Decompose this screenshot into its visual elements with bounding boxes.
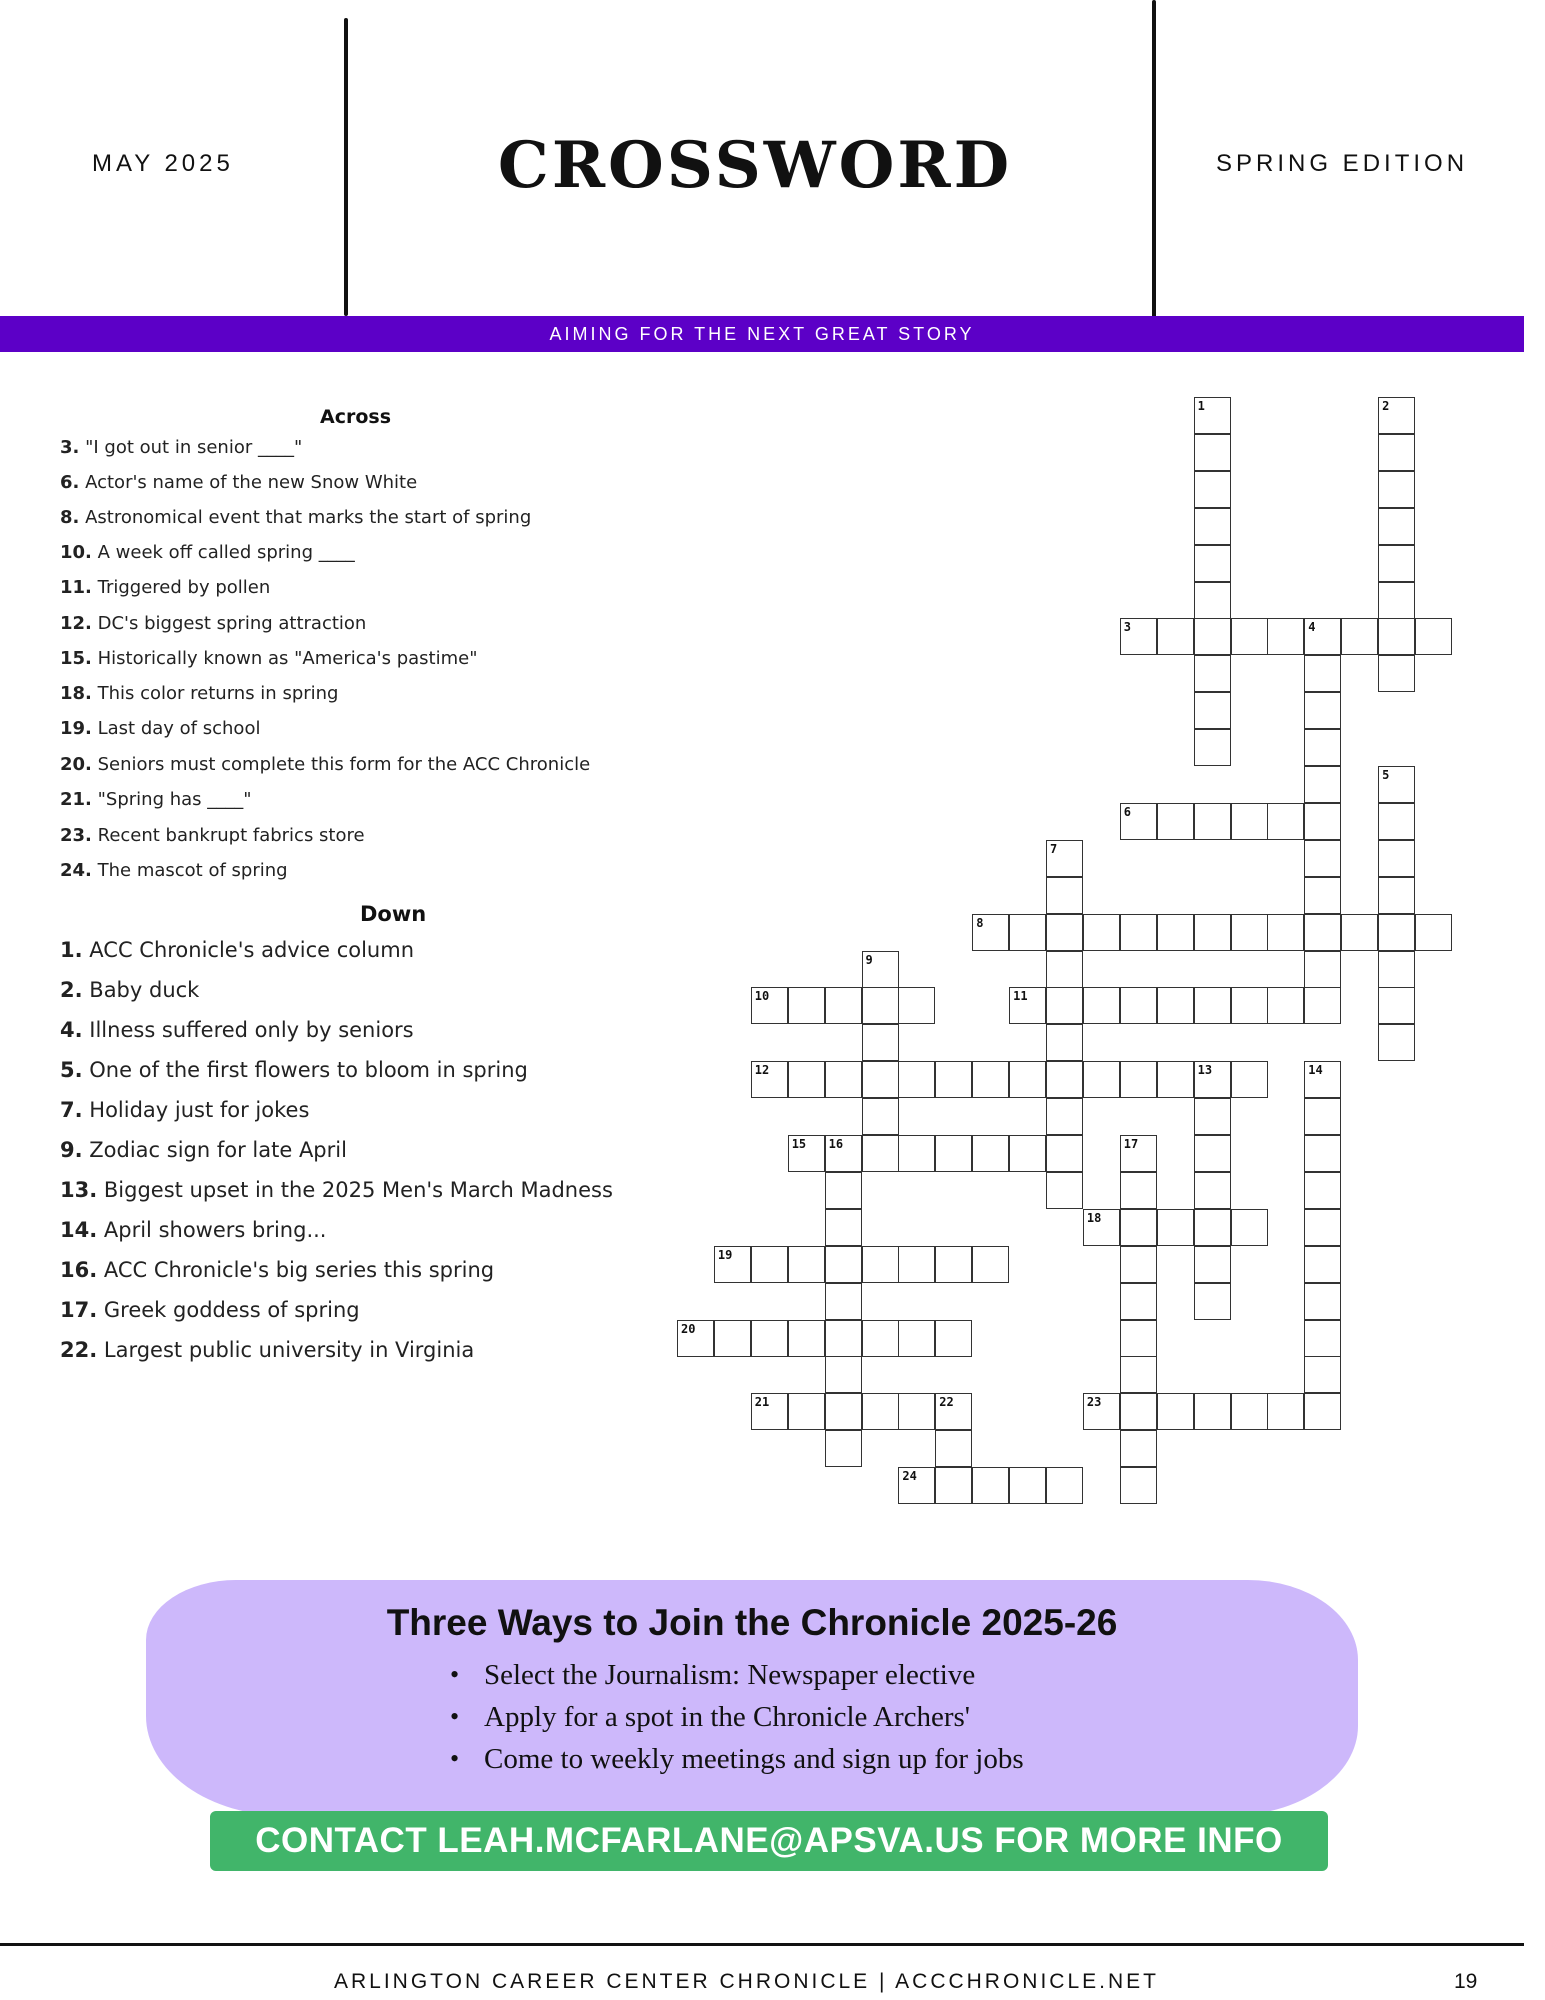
crossword-cell[interactable] <box>1083 1061 1120 1098</box>
down-clue-9 <box>60 1138 347 1162</box>
crossword-cell[interactable] <box>1231 1209 1268 1246</box>
clue-number: 6. <box>60 472 80 493</box>
cell-number: 4 <box>1308 620 1316 635</box>
crossword-cell[interactable] <box>1304 692 1341 729</box>
crossword-cell[interactable] <box>1046 1172 1083 1209</box>
crossword-cell[interactable] <box>1267 987 1304 1024</box>
crossword-cell[interactable] <box>1231 914 1268 951</box>
crossword-cell[interactable] <box>1378 582 1415 619</box>
crossword-cell[interactable] <box>1046 914 1083 951</box>
crossword-cell[interactable] <box>825 1246 862 1283</box>
crossword-cell[interactable] <box>1304 1209 1341 1246</box>
crossword-cell[interactable] <box>862 1320 899 1357</box>
header-divider-right <box>1152 0 1156 334</box>
crossword-cell[interactable] <box>1304 1283 1341 1320</box>
crossword-cell[interactable] <box>825 1135 862 1172</box>
crossword-cell[interactable] <box>898 1061 935 1098</box>
crossword-cell[interactable] <box>1231 803 1268 840</box>
clue-number: 19. <box>60 718 92 739</box>
crossword-cell[interactable] <box>788 1135 825 1172</box>
crossword-cell[interactable] <box>788 987 825 1024</box>
crossword-cell[interactable] <box>972 1467 1009 1504</box>
crossword-cell[interactable] <box>862 1135 899 1172</box>
down-clue-4 <box>60 1018 414 1042</box>
cell-number: 16 <box>828 1137 844 1151</box>
crossword-cell[interactable] <box>1120 618 1157 655</box>
clue-text: Baby duck <box>89 978 200 1002</box>
down-clue-22 <box>60 1338 474 1362</box>
crossword-cell[interactable] <box>1194 434 1231 471</box>
crossword-cell[interactable] <box>1046 1467 1083 1504</box>
crossword-cell[interactable] <box>1304 766 1341 803</box>
clue-number: 16. <box>60 1258 98 1282</box>
cell-number: 9 <box>865 952 873 967</box>
cell-number: 22 <box>939 1395 954 1410</box>
crossword-cell[interactable] <box>1120 1135 1157 1172</box>
crossword-cell[interactable] <box>677 1320 714 1357</box>
crossword-cell[interactable] <box>1120 987 1157 1024</box>
crossword-cell[interactable] <box>825 1320 862 1357</box>
down-clue-2 <box>60 978 199 1002</box>
cell-number: 14 <box>1308 1063 1323 1078</box>
crossword-cell[interactable] <box>1267 803 1304 840</box>
crossword-cell[interactable] <box>1378 508 1415 545</box>
crossword-cell[interactable] <box>1009 1135 1046 1172</box>
clue-text: Actor's name of the new Snow White <box>85 472 418 493</box>
crossword-cell[interactable] <box>1083 987 1120 1024</box>
crossword-cell[interactable] <box>1194 582 1231 619</box>
footer-rule <box>0 1943 1524 1946</box>
crossword-cell[interactable] <box>1046 1135 1083 1172</box>
join-item: • Select the Journalism: Newspaper elective <box>480 1654 1024 1696</box>
crossword-cell[interactable] <box>825 987 862 1024</box>
crossword-cell[interactable] <box>862 1393 899 1430</box>
crossword-cell[interactable] <box>1304 1098 1341 1135</box>
crossword-cell[interactable] <box>1194 397 1231 434</box>
crossword-cell[interactable] <box>935 1467 972 1504</box>
cell-number: 21 <box>754 1395 770 1410</box>
crossword-cell[interactable] <box>1009 1467 1046 1504</box>
across-clue-10 <box>60 542 355 563</box>
crossword-cell[interactable] <box>1157 987 1194 1024</box>
crossword-cell[interactable] <box>1231 1061 1268 1098</box>
issue-date: MAY 2025 <box>92 150 234 177</box>
crossword-cell[interactable] <box>1304 951 1341 988</box>
crossword-cell[interactable] <box>1194 692 1231 729</box>
crossword-cell[interactable] <box>1046 1024 1083 1061</box>
crossword-cell[interactable] <box>935 1320 972 1357</box>
crossword-cell[interactable] <box>1120 1209 1157 1246</box>
crossword-cell[interactable] <box>1046 877 1083 914</box>
crossword-cell[interactable] <box>862 1061 899 1098</box>
crossword-cell[interactable] <box>1304 1172 1341 1209</box>
crossword-cell[interactable] <box>1267 914 1304 951</box>
crossword-cell[interactable] <box>1378 803 1415 840</box>
join-item: • Apply for a spot in the Chronicle Archers' <box>480 1696 1024 1738</box>
clue-number: 18. <box>60 683 92 704</box>
down-clue-16 <box>60 1258 494 1282</box>
crossword-cell[interactable] <box>935 1135 972 1172</box>
crossword-cell[interactable] <box>825 1430 862 1467</box>
clue-text: Zodiac sign for late April <box>89 1138 347 1162</box>
clue-text: Largest public university in Virginia <box>103 1338 475 1362</box>
crossword-cell[interactable] <box>1378 840 1415 877</box>
crossword-cell[interactable] <box>1157 1393 1194 1430</box>
crossword-cell[interactable] <box>935 1393 972 1430</box>
clue-text: Triggered by pollen <box>97 577 271 598</box>
crossword-cell[interactable] <box>1009 987 1046 1024</box>
across-clue-12 <box>60 613 366 634</box>
clue-number: 21. <box>60 789 92 810</box>
cell-number: 8 <box>976 915 984 930</box>
join-list <box>480 1654 1024 1780</box>
cell-number: 15 <box>791 1137 807 1151</box>
edition-label: SPRING EDITION <box>1216 150 1469 177</box>
cell-number: 10 <box>754 989 770 1004</box>
crossword-cell[interactable] <box>1194 987 1231 1024</box>
clue-text: Greek goddess of spring <box>103 1298 360 1322</box>
crossword-cell[interactable] <box>1120 1246 1157 1283</box>
crossword-cell[interactable] <box>1120 1430 1157 1467</box>
crossword-cell[interactable] <box>1157 618 1194 655</box>
crossword-cell[interactable] <box>788 1393 825 1430</box>
cell-number: 5 <box>1382 768 1390 782</box>
crossword-cell[interactable] <box>1046 987 1083 1024</box>
cell-number: 2 <box>1382 399 1390 413</box>
crossword-cell[interactable] <box>1120 1356 1157 1393</box>
crossword-cell[interactable] <box>1341 914 1378 951</box>
crossword-cell[interactable] <box>1157 803 1194 840</box>
crossword-cell[interactable] <box>825 1283 862 1320</box>
across-clue-23 <box>60 825 365 846</box>
crossword-cell[interactable] <box>1194 803 1231 840</box>
clue-text: Last day of school <box>97 718 261 739</box>
crossword-cell[interactable] <box>1341 618 1378 655</box>
crossword-cell[interactable] <box>751 1320 788 1357</box>
crossword-cell[interactable] <box>1157 1061 1194 1098</box>
crossword-cell[interactable] <box>898 1135 935 1172</box>
cell-number: 1 <box>1197 399 1205 413</box>
crossword-cell[interactable] <box>862 1024 899 1061</box>
cell-number: 20 <box>681 1321 696 1336</box>
crossword-cell[interactable] <box>935 1061 972 1098</box>
down-clue-14 <box>60 1218 326 1242</box>
crossword-cell[interactable] <box>751 1246 788 1283</box>
clue-number: 11. <box>60 577 92 598</box>
crossword-cell[interactable] <box>1231 618 1268 655</box>
crossword-cell[interactable] <box>1194 1283 1231 1320</box>
across-clue-21 <box>60 789 252 810</box>
crossword-cell[interactable] <box>1157 1209 1194 1246</box>
cell-number: 19 <box>717 1247 733 1262</box>
clue-number: 2. <box>60 978 83 1002</box>
clue-number: 20. <box>60 754 92 775</box>
clue-text: A week off called spring ____ <box>97 542 355 563</box>
crossword-cell[interactable] <box>1378 987 1415 1024</box>
crossword-cell[interactable] <box>1194 508 1231 545</box>
crossword-cell[interactable] <box>1378 951 1415 988</box>
crossword-cell[interactable] <box>1231 987 1268 1024</box>
clue-number: 3. <box>60 437 80 458</box>
crossword-cell[interactable] <box>1304 1135 1341 1172</box>
crossword-cell[interactable] <box>1194 618 1231 655</box>
crossword-cell[interactable] <box>1378 545 1415 582</box>
clue-text: One of the first flowers to bloom in spring <box>89 1058 528 1082</box>
clue-text: Biggest upset in the 2025 Men's March Madness <box>103 1178 613 1202</box>
crossword-cell[interactable] <box>1304 914 1341 951</box>
across-clue-15 <box>60 648 478 669</box>
crossword-cell[interactable] <box>751 1061 788 1098</box>
tagline-banner: AIMING FOR THE NEXT GREAT STORY <box>0 316 1524 352</box>
page-number: 19 <box>1454 1970 1478 1993</box>
crossword-cell[interactable] <box>1378 434 1415 471</box>
clue-text: ACC Chronicle's big series this spring <box>103 1258 495 1282</box>
clue-number: 8. <box>60 507 80 528</box>
crossword-cell[interactable] <box>825 1393 862 1430</box>
crossword-cell[interactable] <box>898 1393 935 1430</box>
crossword-cell[interactable] <box>1378 618 1415 655</box>
crossword-cell[interactable] <box>1120 914 1157 951</box>
clue-text: This color returns in spring <box>97 683 339 704</box>
crossword-cell[interactable] <box>1120 1467 1157 1504</box>
down-clue-5 <box>60 1058 528 1082</box>
cell-number: 24 <box>902 1469 917 1484</box>
crossword-cell[interactable] <box>1378 914 1415 951</box>
down-clue-7 <box>60 1098 309 1122</box>
crossword-cell[interactable] <box>1046 1098 1083 1135</box>
crossword-cell[interactable] <box>1194 471 1231 508</box>
clue-number: 17. <box>60 1298 98 1322</box>
across-clue-24 <box>60 860 288 881</box>
crossword-cell[interactable] <box>862 1098 899 1135</box>
cell-number: 23 <box>1086 1395 1102 1410</box>
crossword-cell[interactable] <box>1194 914 1231 951</box>
across-clue-19 <box>60 718 260 739</box>
cell-number: 6 <box>1123 804 1132 819</box>
clue-number: 9. <box>60 1138 83 1162</box>
crossword-cell[interactable] <box>1304 840 1341 877</box>
crossword-cell[interactable] <box>1304 877 1341 914</box>
crossword-cell[interactable] <box>1120 1283 1157 1320</box>
header-divider-left <box>344 18 348 316</box>
clue-text: Astronomical event that marks the start of spring <box>85 507 532 528</box>
crossword-cell[interactable] <box>1378 397 1415 434</box>
crossword-cell[interactable] <box>1194 1172 1231 1209</box>
crossword-cell[interactable] <box>898 987 935 1024</box>
crossword-cell[interactable] <box>1194 1209 1231 1246</box>
crossword-cell[interactable] <box>862 1246 899 1283</box>
across-clue-20 <box>60 754 590 775</box>
crossword-cell[interactable] <box>1304 1393 1341 1430</box>
crossword-cell[interactable] <box>714 1246 751 1283</box>
cell-number: 12 <box>754 1063 770 1078</box>
cell-number: 11 <box>1013 989 1028 1004</box>
crossword-cell[interactable] <box>898 1320 935 1357</box>
crossword-cell[interactable] <box>1194 1061 1231 1098</box>
crossword-cell[interactable] <box>1415 914 1452 951</box>
crossword-cell[interactable] <box>1120 1061 1157 1098</box>
crossword-cell[interactable] <box>972 1135 1009 1172</box>
crossword-cell[interactable] <box>1194 1246 1231 1283</box>
down-clue-13 <box>60 1178 613 1202</box>
crossword-cell[interactable] <box>825 1061 862 1098</box>
crossword-cell[interactable] <box>972 1246 1009 1283</box>
crossword-cell[interactable] <box>935 1430 972 1467</box>
crossword-cell[interactable] <box>1120 1320 1157 1357</box>
cell-number: 7 <box>1050 841 1058 856</box>
crossword-cell[interactable] <box>1304 618 1341 655</box>
clue-text: "Spring has ____" <box>97 789 252 810</box>
crossword-cell[interactable] <box>1378 1024 1415 1061</box>
clue-text: April showers bring... <box>103 1218 327 1242</box>
clue-number: 23. <box>60 825 92 846</box>
crossword-cell[interactable] <box>1194 1098 1231 1135</box>
crossword-cell[interactable] <box>825 1172 862 1209</box>
across-clue-18 <box>60 683 338 704</box>
crossword-cell[interactable] <box>1046 1061 1083 1098</box>
crossword-cell[interactable] <box>1378 471 1415 508</box>
crossword-cell[interactable] <box>972 1061 1009 1098</box>
crossword-cell[interactable] <box>1120 803 1157 840</box>
clue-text: DC's biggest spring attraction <box>97 613 367 634</box>
crossword-cell[interactable] <box>1304 803 1341 840</box>
crossword-cell[interactable] <box>1046 840 1083 877</box>
crossword-cell[interactable] <box>1267 1393 1304 1430</box>
across-clue-3 <box>60 437 302 458</box>
clue-number: 5. <box>60 1058 83 1082</box>
crossword-cell[interactable] <box>898 1467 935 1504</box>
crossword-cell[interactable] <box>1009 1061 1046 1098</box>
crossword-cell[interactable] <box>1046 951 1083 988</box>
clue-text: Holiday just for jokes <box>89 1098 310 1122</box>
crossword-cell[interactable] <box>825 1209 862 1246</box>
crossword-cell[interactable] <box>1231 1393 1268 1430</box>
clue-text: "I got out in senior ____" <box>85 437 303 458</box>
crossword-cell[interactable] <box>788 1320 825 1357</box>
cell-number: 13 <box>1197 1063 1213 1078</box>
clue-text: Illness suffered only by seniors <box>89 1018 414 1042</box>
cell-number: 17 <box>1123 1137 1139 1151</box>
across-clue-11 <box>60 577 270 598</box>
crossword-cell[interactable] <box>1009 914 1046 951</box>
crossword-cell[interactable] <box>1194 1135 1231 1172</box>
crossword-cell[interactable] <box>1304 655 1341 692</box>
crossword-cell[interactable] <box>788 1061 825 1098</box>
crossword-cell[interactable] <box>1304 1061 1341 1098</box>
crossword-cell[interactable] <box>1304 1356 1341 1393</box>
crossword-cell[interactable] <box>862 951 899 988</box>
crossword-cell[interactable] <box>1267 618 1304 655</box>
down-heading: Down <box>360 902 427 926</box>
clue-number: 22. <box>60 1338 98 1362</box>
footer-text: ARLINGTON CAREER CENTER CHRONICLE | ACCCHRONICLE.NET <box>334 1970 1159 1993</box>
down-clue-1 <box>60 938 414 962</box>
join-title: Three Ways to Join the Chronicle 2025-26 <box>386 1602 1118 1643</box>
crossword-cell[interactable] <box>1083 914 1120 951</box>
across-clue-8 <box>60 507 531 528</box>
clue-number: 14. <box>60 1218 98 1242</box>
crossword-cell[interactable] <box>1378 766 1415 803</box>
crossword-cell[interactable] <box>972 914 1009 951</box>
join-item: • Come to weekly meetings and sign up for jobs <box>480 1738 1024 1780</box>
clue-number: 15. <box>60 648 92 669</box>
across-heading: Across <box>320 406 392 428</box>
crossword-cell[interactable] <box>898 1246 935 1283</box>
clue-text: Recent bankrupt fabrics store <box>97 825 365 846</box>
crossword-cell[interactable] <box>1120 1172 1157 1209</box>
clue-text: ACC Chronicle's advice column <box>89 938 415 962</box>
crossword-cell[interactable] <box>1415 618 1452 655</box>
crossword-cell[interactable] <box>1194 729 1231 766</box>
crossword-cell[interactable] <box>1304 729 1341 766</box>
crossword-cell[interactable] <box>1378 655 1415 692</box>
cell-number: 18 <box>1086 1210 1102 1225</box>
crossword-cell[interactable] <box>714 1320 751 1357</box>
crossword-cell[interactable] <box>1120 1393 1157 1430</box>
crossword-cell[interactable] <box>825 1356 862 1393</box>
crossword-cell[interactable] <box>1083 1209 1120 1246</box>
clue-number: 13. <box>60 1178 98 1202</box>
clue-number: 1. <box>60 938 83 962</box>
cell-number: 3 <box>1123 620 1132 635</box>
crossword-cell[interactable] <box>1194 545 1231 582</box>
clue-text: Historically known as "America's pastime" <box>97 648 478 669</box>
clue-text: The mascot of spring <box>97 860 288 881</box>
down-clue-17 <box>60 1298 360 1322</box>
crossword-cell[interactable] <box>1194 1393 1231 1430</box>
clue-number: 24. <box>60 860 92 881</box>
crossword-cell[interactable] <box>1304 1246 1341 1283</box>
crossword-cell[interactable] <box>751 1393 788 1430</box>
crossword-cell[interactable] <box>1194 655 1231 692</box>
crossword-cell[interactable] <box>1157 914 1194 951</box>
clue-text: Seniors must complete this form for the ACC Chronicle <box>97 754 591 775</box>
crossword-cell[interactable] <box>862 987 899 1024</box>
clue-number: 4. <box>60 1018 83 1042</box>
clue-number: 7. <box>60 1098 83 1122</box>
crossword-cell[interactable] <box>1083 1393 1120 1430</box>
crossword-cell[interactable] <box>751 987 788 1024</box>
contact-banner: CONTACT LEAH.MCFARLANE@APSVA.US FOR MORE INFO <box>210 1811 1328 1871</box>
crossword-cell[interactable] <box>1304 1320 1341 1357</box>
crossword-cell[interactable] <box>788 1246 825 1283</box>
crossword-cell[interactable] <box>935 1246 972 1283</box>
page-title: CROSSWORD <box>497 128 1013 203</box>
crossword-cell[interactable] <box>1378 877 1415 914</box>
clue-number: 12. <box>60 613 92 634</box>
crossword-cell[interactable] <box>1304 987 1341 1024</box>
across-clue-6 <box>60 472 417 493</box>
clue-number: 10. <box>60 542 92 563</box>
